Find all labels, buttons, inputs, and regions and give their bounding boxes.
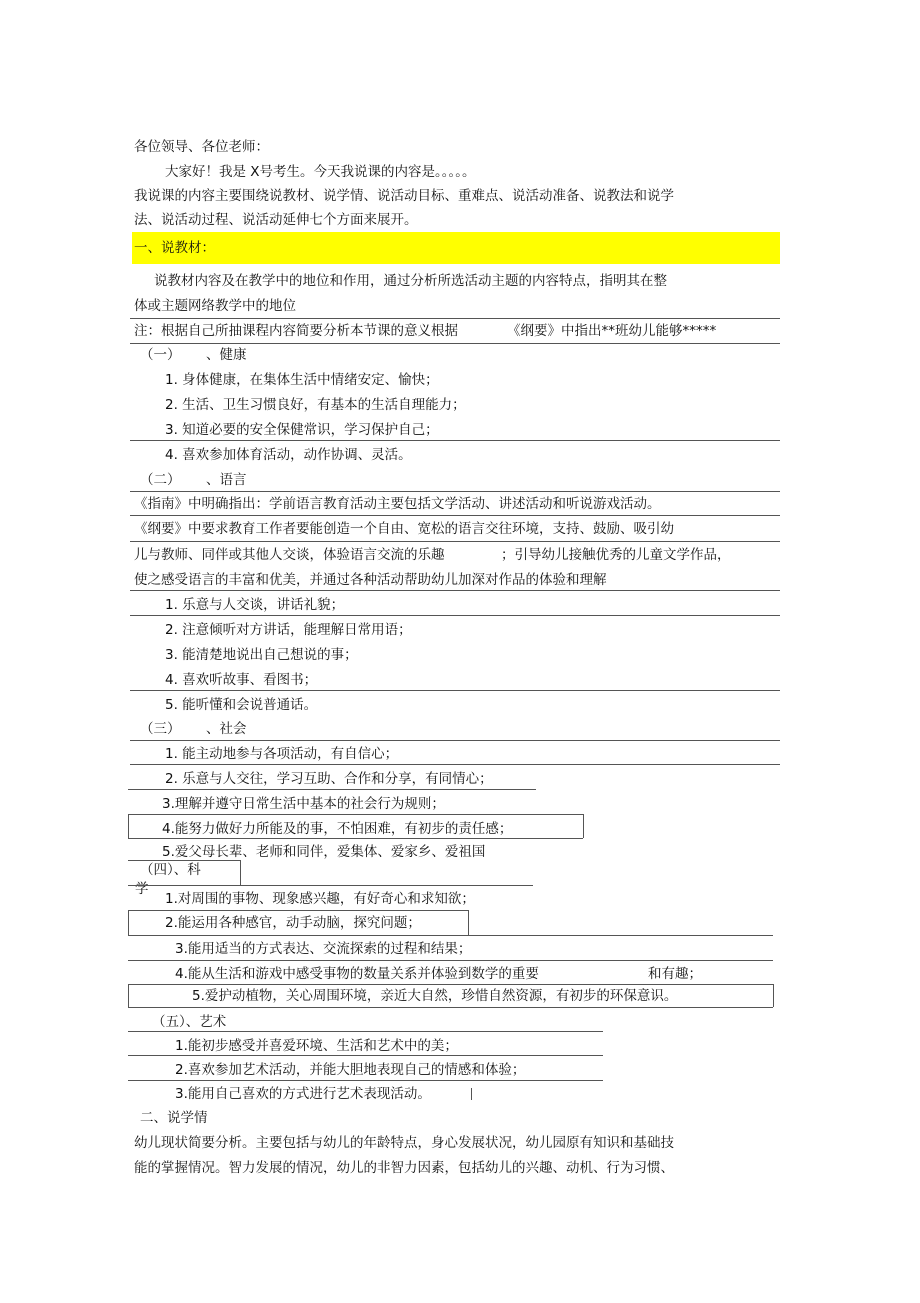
rule-line: [128, 1080, 603, 1081]
art-item: 1.能初步感受并喜爱环境、生活和艺术中的美；: [175, 1038, 458, 1054]
rule-line: [128, 860, 240, 861]
health-item: 3. 知道必要的安全保健常识，学习保护自己；: [165, 422, 439, 438]
science-item: 5.爱护动植物，关心周围环境，亲近大自然，珍惜自然资源，有初步的环保意识。: [192, 988, 678, 1004]
rule-line: [130, 343, 780, 344]
society-item: 3.理解并遵守日常生活中基本的社会行为规则；: [162, 796, 445, 812]
language-outline-1: 《纲要》中要求教育工作者要能创造一个自由、宽松的语言交往环境，支持、鼓励、吸引幼: [134, 521, 674, 537]
language-outline-2a: 儿与教师、同伴或其他人交谈，体验语言交流的乐趣: [134, 547, 445, 563]
health-title: 、健康: [206, 347, 247, 363]
language-item: 1. 乐意与人交谈，讲话礼貌；: [165, 597, 345, 613]
rule-line: [130, 440, 780, 441]
society-number: （三）: [140, 721, 181, 737]
rule-line: [128, 960, 773, 961]
language-item: 4. 喜欢听故事、看图书；: [165, 672, 318, 688]
rule-line: [128, 1055, 603, 1056]
science-title: （四）、科: [140, 862, 201, 878]
section-1-para-1: 说教材内容及在教学中的地位和作用，通过分析所选活动主题的内容特点，指明其在整: [154, 273, 667, 289]
rule-line: [130, 515, 780, 516]
rule-line: [128, 814, 583, 815]
overview-line-2: 法、说活动过程、说活动延伸七个方面来展开。: [134, 212, 418, 228]
greeting: 各位领导、各位老师：: [134, 139, 269, 155]
language-number: （二）: [140, 472, 181, 488]
language-outline-3: 使之感受语言的丰富和优美，并通过各种活动帮助幼儿加深对作品的体验和理解: [134, 572, 607, 588]
society-item: 2. 乐意与人交往，学习互助、合作和分享，有同情心；: [165, 771, 493, 787]
art-title: （五）、艺术: [152, 1014, 227, 1030]
science-item: 3.能用适当的方式表达、交流探索的过程和结果；: [175, 941, 472, 957]
overview-line-1: 我说课的内容主要围绕说教材、说学情、说活动目标、重难点、说活动准备、说教法和说学: [134, 188, 674, 204]
rule-line: [130, 590, 780, 591]
health-number: （一）: [140, 347, 181, 363]
rule-line: [773, 984, 774, 1007]
science-item: 2.能运用各种感官，动手动脑，探究问题；: [165, 915, 421, 931]
society-item: 1. 能主动地参与各项活动，有自信心；: [165, 746, 399, 762]
art-item: 3.能用自己喜欢的方式进行艺术表现活动。: [175, 1086, 431, 1102]
section-2-para-1: 幼儿现状简要分析。主要包括与幼儿的年龄特点，身心发展状况，幼儿园原有知识和基础技: [134, 1135, 674, 1151]
section-1-para-2: 体或主题网络教学中的地位: [134, 298, 296, 314]
rule-line: [128, 789, 536, 790]
section-2-title: 二、说学情: [140, 1110, 208, 1126]
health-item: 1. 身体健康，在集体生活中情绪安定、愉快；: [165, 372, 439, 388]
science-title-cut: 学: [135, 881, 149, 897]
language-item: 3. 能清楚地说出自己想说的事；: [165, 647, 358, 663]
language-item: 5. 能听懂和会说普通话。: [165, 697, 318, 713]
rule-line: [130, 740, 780, 741]
rule-line: [583, 814, 584, 838]
health-item: 2. 生活、卫生习惯良好，有基本的生活自理能力；: [165, 397, 466, 413]
note-text: 注：根据自己所抽课程内容简要分析本节课的意义根据: [134, 323, 458, 339]
rule-line: [130, 764, 780, 765]
rule-line: [128, 984, 773, 985]
intro-line: 大家好！我是 X号考生。今天我说课的内容是。。。。。: [165, 164, 476, 180]
rule-line: [128, 814, 129, 838]
rule-line: [468, 910, 469, 935]
rule-line: [128, 838, 583, 839]
rule-line: [128, 935, 773, 936]
rule-line: [128, 984, 129, 1007]
art-item: 2.喜欢参加艺术活动，并能大胆地表现自己的情感和体验；: [175, 1062, 526, 1078]
health-item: 4. 喜欢参加体育活动，动作协调、灵活。: [165, 447, 412, 463]
science-item: 1.对周围的事物、现象感兴趣，有好奇心和求知欲；: [165, 891, 475, 907]
language-guide: 《指南》中明确指出：学前语言教育活动主要包括文学活动、讲述活动和听说游戏活动。: [134, 496, 661, 512]
rule-line: [128, 910, 468, 911]
rule-line: [471, 1088, 472, 1100]
note-outline: 《纲要》中指出**班幼儿能够*****: [507, 323, 717, 339]
society-item: 4.能努力做好力所能及的事，不怕困难，有初步的责任感；: [162, 821, 513, 837]
rule-line: [130, 615, 780, 616]
rule-line: [128, 1007, 773, 1008]
rule-line: [130, 491, 780, 492]
science-item: 4.能从生活和游戏中感受事物的数量关系并体验到数学的重要: [175, 966, 539, 982]
language-item: 2. 注意倾听对方讲话，能理解日常用语；: [165, 622, 412, 638]
section-2-para-2: 能的掌握情况。智力发展的情况，幼儿的非智力因素，包括幼儿的兴趣、动机、行为习惯、: [134, 1160, 674, 1176]
rule-line: [128, 1031, 603, 1032]
section-highlight: [132, 232, 780, 264]
society-item: 5.爱父母长辈、老师和同伴，爱集体、爱家乡、爱祖国: [162, 844, 486, 860]
language-title: 、语言: [206, 472, 247, 488]
rule-line: [128, 910, 129, 935]
rule-line: [130, 318, 780, 319]
language-outline-2b: ；引导幼儿接触优秀的儿童文学作品，: [501, 547, 731, 563]
rule-line: [240, 860, 241, 885]
rule-line: [128, 885, 533, 886]
society-title: 、社会: [206, 721, 247, 737]
rule-line: [130, 541, 780, 542]
section-1-title: 一、说教材：: [134, 240, 215, 256]
rule-line: [130, 690, 780, 691]
science-item-tail: 和有趣；: [648, 966, 702, 982]
